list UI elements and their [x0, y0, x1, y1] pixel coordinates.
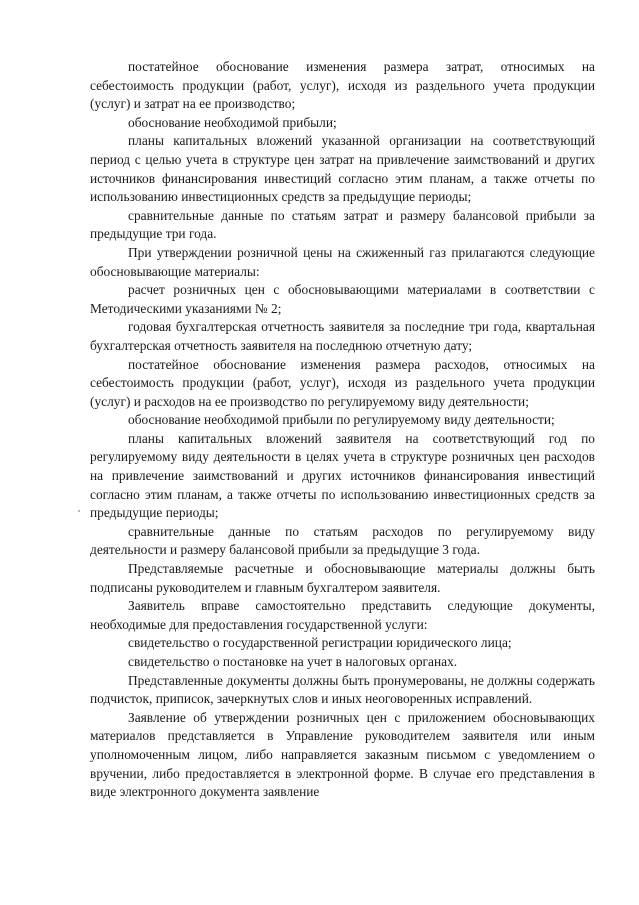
paragraph-accounting-reports: годовая бухгалтерская отчетность заявителя за последние три года, квартальная бухгалтерская отчетность заявителя на последнюю отчетную дату; [90, 319, 595, 353]
paragraph-cost-justification: постатейное обоснование изменения размера затрат, относимых на себестоимость продукции (работ, услуг), исходя из раздельного учета продукции (услуг) и затрат на ее производство; [90, 59, 595, 112]
paragraph-lpg-price-intro: При утверждении розничной цены на сжиженный газ прилагаются следующие обосновывающие материалы: [90, 244, 595, 279]
paragraph-applicant-investment-plans: планы капитальных вложений заявителя на соответствующий год по регулируемому виду деятельности в целях учета в структуре розничных цен расходов на привлечение заимствований и других источников финансирования инвестиций согласно этим планам, а также отчеты по использованию инвестиционных средств за предыдущие периоды; [90, 430, 595, 521]
paragraph-optional-documents: Заявитель вправе самостоятельно представить следующие документы, необходимые для предоставления государственной услуги: [90, 598, 595, 632]
paragraph-regulated-profit: обоснование необходимой прибыли по регулируемому виду деятельности; [128, 412, 555, 428]
paragraph-regulated-comparative-data: сравнительные данные по статьям расходов по регулируемому виду деятельности и размеру балансовой прибыли за предыдущие 3 года. [90, 523, 595, 558]
paragraph-profit-justification: обоснование необходимой прибыли; [128, 114, 337, 130]
paragraph-expense-justification: постатейное обоснование изменения размера расходов, относимых на себестоимость продукции (работ, услуг), исходя из раздельного учета продукции (услуг) и расходов на ее производство по регулируемому виду деятельности; [90, 356, 595, 409]
paragraph-signature-requirement: Представляемые расчетные и обосновывающие материалы должны быть подписаны руководителем и главным бухгалтером заявителя. [90, 561, 595, 595]
document-page [90, 58, 595, 802]
paragraph-application-submission: Заявление об утверждении розничных цен с приложением обосновывающих материалов представляется в Управление руководителем заявителя или иным уполномоченным лицом, либо направляется заказным письмом с уведомлением о вручении, либо предоставляется в электронной форме. В случае его представления в виде электронного документа заявление [90, 709, 595, 800]
scan-speck [78, 510, 80, 512]
paragraph-comparative-data: сравнительные данные по статьям затрат и размеру балансовой прибыли за предыдущие три года. [90, 207, 595, 242]
paragraph-capital-investment-plans: планы капитальных вложений указанной организации на соответствующий период с целью учета в структуре цен затрат на привлечение заимствований и других источников финансирования инвестиций согласно этим планам, а также отчеты по использованию инвестиционных средств за предыдущие периоды; [90, 133, 595, 205]
paragraph-registration-certificate: свидетельство о государственной регистрации юридического лица; [128, 635, 512, 651]
paragraph-tax-certificate: свидетельство о постановке на учет в налоговых органах. [128, 654, 458, 669]
paragraph-retail-price-calculation: расчет розничных цен с обосновывающими материалами в соответствии с Методическими указаниями № 2; [90, 282, 595, 316]
paragraph-numbering-requirement: Представленные документы должны быть пронумерованы, не должны содержать подчисток, приписок, зачеркнутых слов и иных неоговоренных исправлений. [90, 672, 595, 707]
